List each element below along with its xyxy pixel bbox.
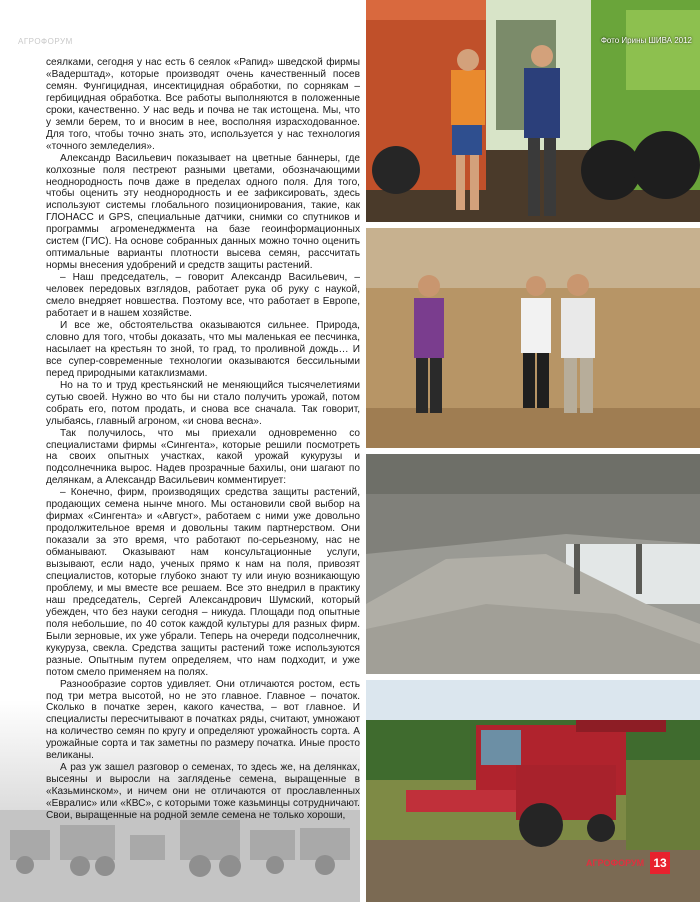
photo-credit: Фото Ирины ШИВА 2012 — [600, 36, 692, 45]
paragraph: – Конечно, фирм, производящих средства защиты растений, продающих семена нынче много. Мы остановили свой выбор на фирмах «Сингента» и «Август», работаем с ними уже довольно продолжительное время и довольны таким партнерством. Они показали за это время, что работают по-серьезному, нас не обманывают. Оказывают нам консультационные услуги, вызывают, если надо, ученых прямо к нам на поля, привозят специалистов, которые глубоко знают ту или иную возникающую проблему, и мы вместе все решаем. Все это внедрил в практику наш председатель, Сергей Александрович Шумский, который убежден, что без науки сегодня – никуда. Площади под опытные поля небольшие, по 40 соток каждой культуры для разных фирм. Были зерновые, их уже убрали. Теперь на очереди подсолнечник, кукуруза, свекла. Средства защиты растений тоже используются разные. Опытным путем определяем, что нам подходит, и уже потом смело применяем на полях. — [46, 487, 360, 678]
paragraph: Но на то и труд крестьянский не меняющийся тысячелетиями сутью своей. Нужно во что бы ни стало получить урожай, потом собрать его, потом продать, и снова все сначала. Так говорит, улыбаясь, главный агроном, «и снова весна». — [46, 379, 360, 427]
paragraph: – Наш председатель, – говорит Александр Васильевич, – человек передовых взглядов, работает рука об руку с наукой, смело внедряет новшества. Поэтому все, что работает в Европе, работает и в нашем хозяйстве. — [46, 272, 360, 320]
paragraph: И все же, обстоятельства оказываются сильнее. Природа, словно для того, чтобы доказать, что мы маленькая ее песчинка, насылает на крестьян то зной, то град, то проливной дождь… И все супер-современные технологии оказываются бессильными перед природными катаклизмами. — [46, 319, 360, 379]
photo-men-in-wheat-field — [366, 228, 700, 448]
paragraph: Разнообразие сортов удивляет. Они отличаются ростом, есть под три метра высотой, но не это главное. Главное – початок. Сколько в початке зерен, какого качества, – вот главное. И специалисты пересчитывают в початках ряды, считают, умножают на количество семян по кругу и определяют урожайность сорта. А урожайные сорта и так заметны по размеру початка. Иные просто великаны. — [46, 678, 360, 762]
paragraph: Александр Васильевич показывает на цветные баннеры, где колхозные поля пестреют разными цветами, обозначающими неоднородность почв даже в пределах одного поля. Для того, чтобы оценить эту неоднородность и ее зафиксировать, здесь используют системы глобального позиционирования, такие, как ГЛОНАСС и GPS, специальные датчики, снимки со спутников и программы агроменеджмента на базе геоинформационных систем (ГИС). На основе собранных данных можно точно оценить оптимальные варианты плотности высева семян, рассчитать нормы внесения удобрений и средств защиты растений. — [46, 152, 360, 272]
photo-men-by-tractor — [366, 0, 700, 222]
article-body — [46, 57, 360, 822]
photo-grain-storage — [366, 454, 700, 674]
page-number: 13 — [650, 852, 670, 874]
footer-logo: АГРОФОРУМ — [586, 858, 645, 868]
paragraph: сеялками, сегодня у нас есть 6 сеялок «Рапид» шведской фирмы «Вадерштад», которые производят очень качественный посев семян. Фунгицидная, инсектицидная обработки, по сорнякам – гербицидная обработка. Все работы выполняются в положенные сроки, качественно. У нас ведь и почва не так истощена. Мы, что у земли берем, то и вносим в нее, восполняя израсходованное. Для того, чтобы точно знать это, используется у нас технология «точного земледелия». — [46, 57, 360, 152]
paragraph: А раз уж зашел разговор о семенах, то здесь же, на делянках, высеяны и выросли на загляденье семена, выращенные в «Казьминском», и ничем они не отличаются от прославленных «Евралис» или «КВС», с которыми тоже казьминцы сотрудничают. Свои, выращенные на родной земле семена не только хороши, — [46, 762, 360, 822]
paragraph: Так получилось, что мы приехали одновременно со специалистами фирмы «Сингента», которые решили посмотреть на своих опытных участках, какой урожай кукурузы и подсолнечника вырос. Надев прозрачные бахилы, они шагают по делянкам, а Александр Васильевич комментирует: — [46, 427, 360, 487]
section-header: АГРОФОРУМ — [18, 37, 73, 46]
